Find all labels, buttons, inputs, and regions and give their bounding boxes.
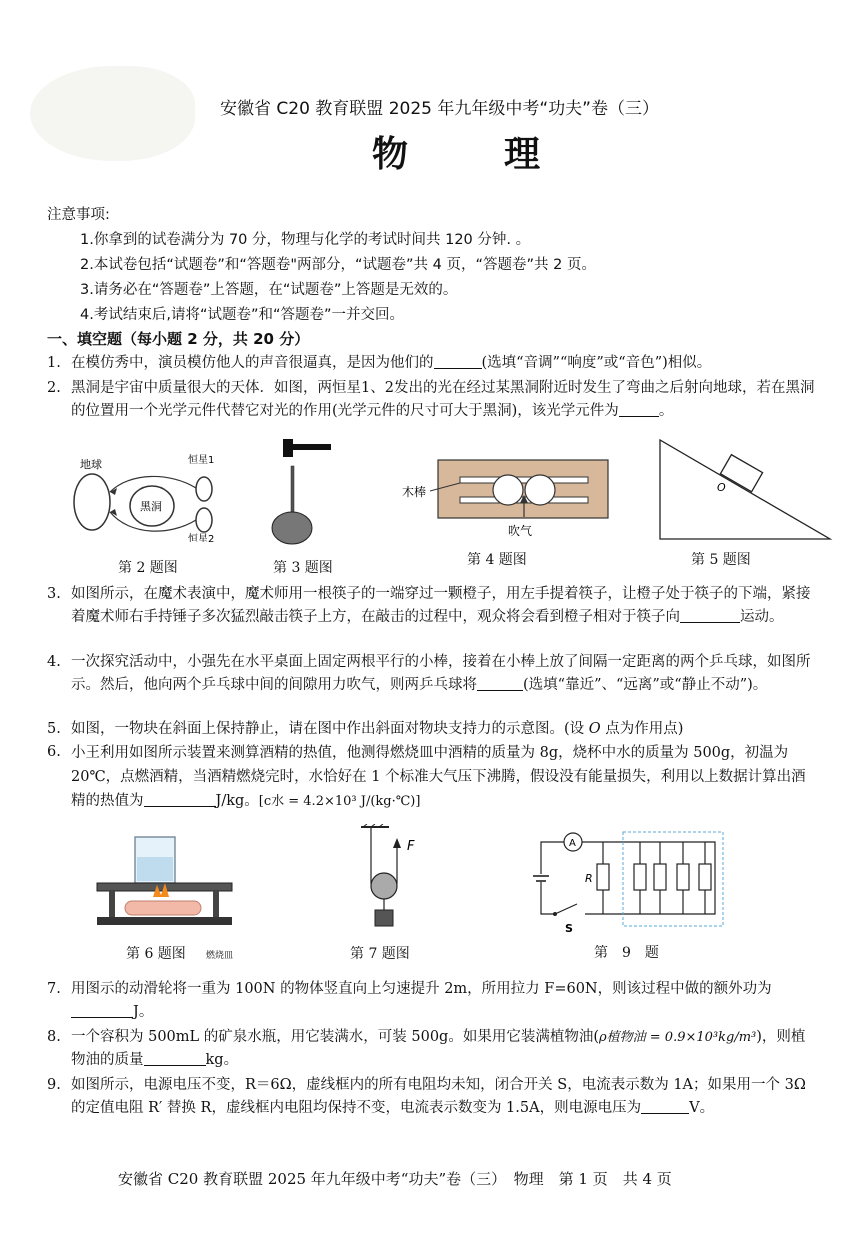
question-text: 一次探究活动中，小强先在水平桌面上固定两根平行的小棒，接着在小棒上放了间隔一定距离的两个乒乓球，如图所示。然后，他向两个乒乓球中间的间隙用力吹气，则两乒乓球将	[71, 654, 811, 693]
figure-5-incline	[655, 435, 835, 545]
question-2	[47, 377, 817, 419]
question-4	[47, 651, 817, 693]
label-force: F	[407, 839, 415, 854]
figure-9-circuit	[525, 822, 730, 934]
figure-4-ping-pong	[400, 455, 615, 545]
question-text: 小王利用如图所示装置来测算酒精的热值，他测得燃烧皿中酒精的质量为 8g，烧杯中水的质量为 500g，初温为 20℃，点燃酒精，当酒精燃烧完时，水恰好在 1 个标准大气压下沸腾，假设没有能量损失，利用以上数据计算出酒精的热值为	[71, 745, 806, 809]
note-item: 3.请务必在“答题卷”上答题，在“试题卷”上答题是无效的。	[80, 282, 458, 298]
answer-blank[interactable]	[641, 1097, 689, 1114]
figure-9-caption: 第 9 题	[594, 945, 659, 961]
label-earth: 地球	[80, 458, 102, 471]
question-text: (选填“音调”“响度”或“音色”)相似。	[481, 355, 712, 371]
figure-7-caption: 第 7 题图	[350, 946, 410, 962]
question-text: 一个容积为 500mL 的矿泉水瓶，用它装满水，可装 500g。如果用它装满植物油(	[71, 1029, 599, 1045]
question-text: 在模仿秀中，演员模仿他人的声音很逼真，是因为他们的	[71, 355, 434, 371]
notes-heading: 注意事项:	[47, 207, 110, 223]
question-text: )，则植物油的质量	[71, 1029, 806, 1068]
figure-5-caption: 第 5 题图	[691, 552, 751, 568]
label-burner-dish: 燃烧皿	[206, 951, 234, 961]
point-label: O	[588, 721, 601, 737]
question-number: 8.	[47, 1029, 61, 1045]
question-number: 3.	[47, 586, 61, 602]
answer-blank[interactable]	[680, 606, 740, 623]
figure-4-caption: 第 4 题图	[467, 552, 527, 568]
label-blow: 吹气	[508, 524, 533, 538]
answer-blank[interactable]	[144, 790, 216, 807]
exam-title: 安徽省 C20 教育联盟 2025 年九年级中考“功夫”卷（三）	[220, 99, 659, 119]
label-black-hole: 黑洞	[140, 500, 162, 513]
answer-blank[interactable]	[477, 674, 523, 691]
question-text: 黑洞是宇宙中质量很大的天体．如图，两恒星1、2发出的光在经过某黑洞附近时发生了弯曲之后射向地球，若在黑洞的位置用一个光学元件代替它对光的作用(光学元件的尺寸可大于黑洞)，该光学元件为	[71, 380, 815, 419]
subject-title: 物 理	[372, 133, 571, 175]
ammeter-label: A	[569, 838, 576, 849]
note-item: 2.本试卷包括“试题卷”和“答题卷"两部分，“试题卷”共 4 页，“答题卷”共 2 页。	[80, 257, 596, 273]
figure-3-orange	[265, 436, 335, 548]
answer-blank[interactable]	[619, 400, 659, 417]
question-number: 2.	[47, 380, 61, 396]
question-text: 如图所示，电源电压不变，R＝6Ω，虚线框内的所有电阻均未知，闭合开关 S，电流表示数为 1A；如果用一个 3Ω的定值电阻 R′ 替换 R，虚线框内电阻均保持不变，电流表示数变为 1.5A，则电源电压为	[71, 1077, 806, 1116]
question-text: 用图示的动滑轮将一重为 100N 的物体竖直向上匀速提升 2m，所用拉力 F=60N，则该过程中做的额外功为	[71, 981, 772, 997]
note-item: 4.考试结束后,请将“试题卷”和“答题卷”一并交回。	[80, 307, 404, 323]
figure-3-caption: 第 3 题图	[273, 560, 333, 576]
question-3	[47, 583, 817, 625]
switch-label: S	[565, 922, 573, 934]
question-number: 7.	[47, 981, 61, 997]
note-item: 1.你拿到的试卷满分为 70 分，物理与化学的考试时间共 120 分钟. 。	[80, 232, 531, 248]
question-number: 1.	[47, 355, 61, 371]
resistor-label: R	[585, 872, 593, 885]
question-text: 点为作用点)	[600, 721, 684, 737]
answer-blank[interactable]	[144, 1049, 206, 1066]
figure-7-pulley	[345, 824, 435, 936]
specific-heat-formula: [c水 = 4.2×10³ J/(kg·℃)]	[258, 794, 421, 809]
question-text: V。	[689, 1100, 715, 1116]
figure-2-caption: 第 2 题图	[118, 560, 178, 576]
question-text: 。	[658, 403, 674, 419]
label-star1: 恒星1	[188, 455, 215, 466]
question-number: 4.	[47, 654, 61, 670]
question-text: 如图，一物块在斜面上保持静止，请在图中作出斜面对物块支持力的示意图。(设	[71, 721, 589, 737]
question-text: J/kg。	[215, 793, 259, 809]
question-text: (选填“靠近”、“远离”或“静止不动”)。	[523, 677, 768, 693]
question-number: 5.	[47, 721, 61, 737]
question-7	[47, 978, 817, 1020]
figure-6-caption: 第 6 题图	[126, 946, 186, 962]
page-footer: 安徽省 C20 教育联盟 2025 年九年级中考“功夫”卷（三） 物理 第 1 页 共 4 页	[118, 1170, 672, 1188]
label-stick: 木棒	[402, 485, 427, 499]
question-6	[47, 741, 817, 809]
figure-6-burner	[95, 835, 245, 930]
density-formula: ρ植物油 = 0.9×10³kg/m³	[599, 1030, 757, 1045]
question-text: J。	[133, 1004, 154, 1020]
question-number: 9.	[47, 1077, 61, 1093]
label-point-o: O	[717, 481, 726, 494]
question-text: 如图所示，在魔术表演中，魔术师用一根筷子的一端穿过一颗橙子，用左手提着筷子，让橙子处于筷子的下端，紧接着魔术师右手持锤子多次猛烈敲击筷子上方，在敲击的过程中，观众将会看到橙子相对于筷子向	[71, 586, 811, 625]
question-8	[47, 1026, 817, 1068]
answer-blank[interactable]	[71, 1001, 133, 1018]
figure-2-black-hole	[70, 452, 230, 542]
blurred-stamp	[30, 66, 195, 161]
label-star2: 恒星2	[188, 534, 215, 542]
question-5	[47, 718, 817, 741]
question-text: kg。	[205, 1052, 239, 1068]
question-9	[47, 1074, 817, 1116]
question-1	[47, 352, 817, 375]
answer-blank[interactable]	[434, 352, 482, 369]
section-heading: 一、填空题（每小题 2 分，共 20 分）	[47, 330, 310, 348]
question-text: 运动。	[740, 609, 784, 625]
question-number: 6.	[47, 744, 61, 760]
